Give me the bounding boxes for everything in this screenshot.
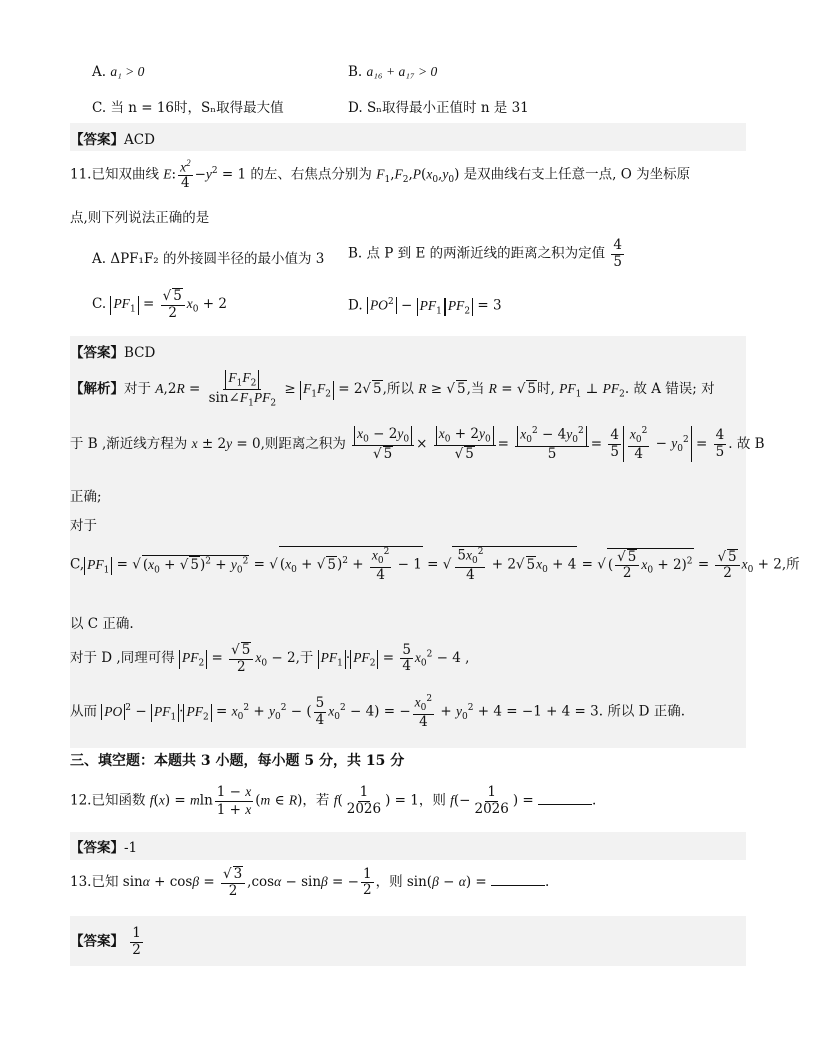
q12-answer: 【答案】-1 — [70, 840, 138, 856]
answer-block-q13 — [70, 916, 746, 966]
q11-analysis-line1: 【解析】对于 A,2R = $\frac{F_1F_2}{\sin\angle F_1PF_2}$ ≥ $F_1F_2 = 2√$ 5,所以 R ≥ √ 5,当 R = √ 5时, $PF_1$ ⊥ $PF_2$. 故 A 错误; 对 — [70, 370, 715, 409]
answer-block-q12 — [70, 832, 746, 860]
q11-analysis-line8: 从而 PO $^2 - PF_1 \cdot PF_2 = x_0^2 + y_0^2$ − ( $\frac{5}{4}$ $x_0^2 - 4$) = − $\frac{x_0^2}{4}$ + $y_0^2 + 4 = -1 + 4 = 3$. 所以 D 正确. — [70, 694, 686, 730]
q11-analysis-line3: 正确; — [70, 489, 102, 505]
q10-option-b: B. a₁₆ + a₁₇ > 0 — [348, 64, 438, 80]
q11-stem-line2: 点,则下列说法正确的是 — [70, 210, 210, 226]
q10-option-c: C. 当 n = 16时，Sₙ取得最大值 — [92, 100, 284, 116]
q11-answer: 【答案】BCD — [70, 345, 156, 361]
q11-option-b: B. 点 P 到 E 的两渐近线的距离之积为定值 $\frac{4}{5}$ — [348, 237, 622, 270]
q10-answer: 【答案】ACD — [70, 132, 155, 148]
q11-analysis-line6: 以 C 正确. — [70, 616, 134, 632]
section-title: 三、填空题：本题共 3 小题，每小题 5 分，共 15 分 — [70, 753, 405, 769]
q11-stem-line1: 11.已知双曲线 E: $\frac{x^2}{4}$ $-y^2 = 1$ 的左、右焦点分别为 $F_1,F_2,P(x_0,y_0)$ 是双曲线右支上任意一点, O 为坐标原 — [70, 158, 691, 192]
q11-analysis-line2: 于 B ,渐近线方程为 x ± 2y = 0,则距离之积为 $\frac{x_0 - 2y_0}{√ 5}$ × $\frac{x_0 + 2y_0}{√ 5}$ = $\frac{x_0^2 - 4y_0^2}{5}$ = $\frac{4}{5}$ $\frac{x_0^2}{4}$ − $y_0^2$ = $\frac{4}{5}$ . 故 B — [70, 426, 765, 463]
answer-block-q10 — [70, 123, 746, 151]
q11-option-a: A. ΔPF₁F₂ 的外接圆半径的最小值为 3 — [92, 251, 325, 267]
q11-analysis-line5: C, $PF_1$ = √ ($x_0$ + √ $5)^2 + y_0^2$ = √ ($x_0$ + √ 5)$^2$ + $\frac{x_0^2}{4}$ − 1 = √ $\frac{5x_0^2}{4}$ + 2√ $5x_0 + 4$ = √ ( $\frac{√ 5}{2}$ $x_0 + 2)^2$ = $\frac{√ 5}{2}$ $x_0 + 2$,所 — [70, 547, 800, 583]
q12-stem: 12.已知函数 f(x) = mln $\frac{1 - x}{1 + x}$ (m ∈ R)，若 f( $\frac{1}{2026}$ ) = 1，则 f(− $\frac{1}{2026}$ ) = . — [70, 784, 597, 818]
q11-analysis-line4: 对于 — [70, 518, 97, 534]
q11-analysis-line7: 对于 D ,同理可得 $PF_2$ = $\frac{√ 5}{2}$ $x_0 - 2$,于 $PF_1 \cdot PF_2$ = $\frac{5}{4}$ $x_0^2 - 4$ , — [70, 641, 470, 675]
q11-option-d: D. $PO^2 - PF_1$ $PF_2 = 3$ — [348, 297, 502, 317]
q13-answer: 【答案】 $\frac{1}{2}$ — [70, 925, 141, 958]
q10-option-a: A. a₁ > 0 — [92, 64, 145, 80]
q11-option-c: C. $PF_1$ = $\frac{√ 5}{2}$ $x_0 + 2$ — [92, 288, 227, 321]
q13-stem: 13.已知 sinα + cosβ = $\frac{√ 3}{2}$ ,cosα − sinβ = − $\frac{1}{2}$ ，则 sin(β − α) = . — [70, 865, 550, 899]
q10-option-d: D. Sₙ取得最小正值时 n 是 31 — [348, 100, 529, 116]
